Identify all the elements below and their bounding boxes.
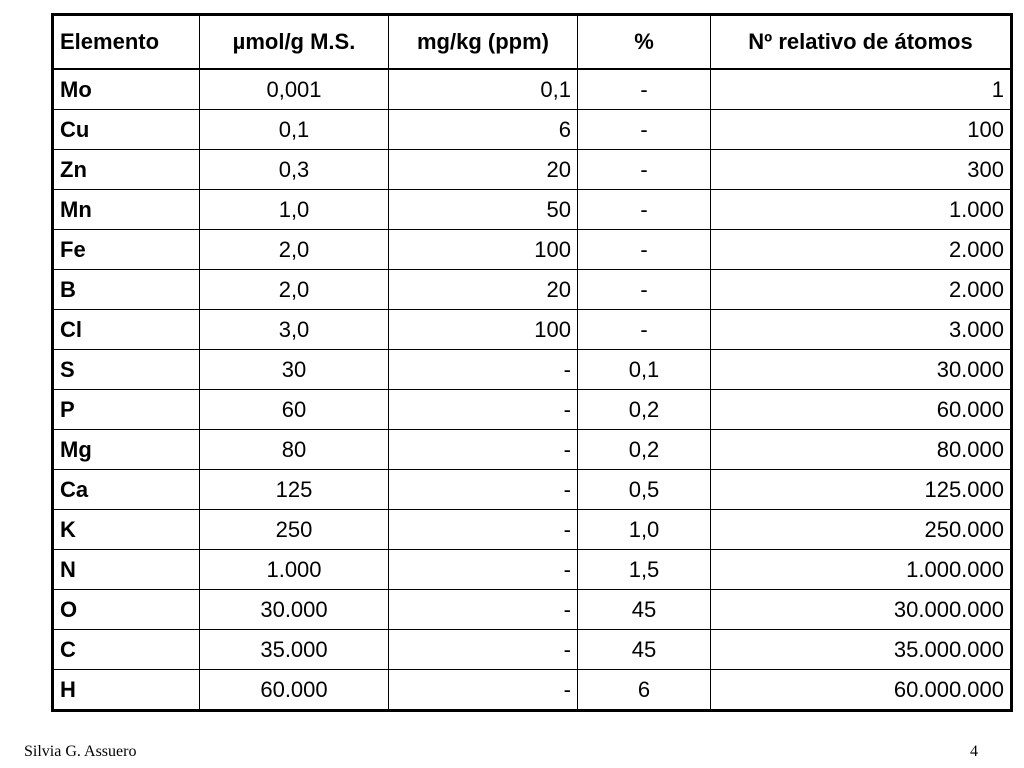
cell-atoms: 3.000 xyxy=(711,310,1012,350)
cell-percent: 0,2 xyxy=(578,390,711,430)
cell-percent: 1,5 xyxy=(578,550,711,590)
cell-element: S xyxy=(53,350,200,390)
cell-mgkg: - xyxy=(389,390,578,430)
cell-percent: 0,1 xyxy=(578,350,711,390)
cell-percent: 6 xyxy=(578,670,711,711)
cell-element: Mo xyxy=(53,69,200,110)
table-row xyxy=(53,470,1012,510)
cell-atoms: 125.000 xyxy=(711,470,1012,510)
table-row xyxy=(53,510,1012,550)
cell-element: O xyxy=(53,590,200,630)
header-row xyxy=(53,15,1012,70)
table-row xyxy=(53,230,1012,270)
cell-atoms: 60.000.000 xyxy=(711,670,1012,711)
header-elemento: Elemento xyxy=(53,15,200,70)
cell-umol: 0,1 xyxy=(200,110,389,150)
header-percent: % xyxy=(578,15,711,70)
cell-element: Cl xyxy=(53,310,200,350)
cell-mgkg: - xyxy=(389,630,578,670)
cell-percent: - xyxy=(578,310,711,350)
cell-mgkg: - xyxy=(389,430,578,470)
cell-percent: - xyxy=(578,150,711,190)
cell-percent: - xyxy=(578,69,711,110)
cell-percent: 0,2 xyxy=(578,430,711,470)
cell-atoms: 35.000.000 xyxy=(711,630,1012,670)
cell-umol: 1,0 xyxy=(200,190,389,230)
cell-umol: 60.000 xyxy=(200,670,389,711)
cell-element: H xyxy=(53,670,200,711)
table-row xyxy=(53,590,1012,630)
footer-page-number: 4 xyxy=(970,743,978,760)
cell-mgkg: 6 xyxy=(389,110,578,150)
table-row xyxy=(53,110,1012,150)
cell-atoms: 2.000 xyxy=(711,270,1012,310)
table-row xyxy=(53,310,1012,350)
table-row xyxy=(53,630,1012,670)
cell-mgkg: - xyxy=(389,510,578,550)
cell-mgkg: 100 xyxy=(389,310,578,350)
cell-mgkg: - xyxy=(389,470,578,510)
cell-percent: - xyxy=(578,230,711,270)
cell-percent: 1,0 xyxy=(578,510,711,550)
cell-atoms: 100 xyxy=(711,110,1012,150)
cell-percent: - xyxy=(578,270,711,310)
table-row xyxy=(53,550,1012,590)
cell-atoms: 1.000 xyxy=(711,190,1012,230)
cell-mgkg: - xyxy=(389,550,578,590)
cell-umol: 80 xyxy=(200,430,389,470)
cell-element: Zn xyxy=(53,150,200,190)
cell-umol: 0,001 xyxy=(200,69,389,110)
header-umol: µmol/g M.S. xyxy=(200,15,389,70)
cell-element: Ca xyxy=(53,470,200,510)
cell-percent: 45 xyxy=(578,630,711,670)
cell-mgkg: - xyxy=(389,350,578,390)
table-row xyxy=(53,69,1012,110)
cell-element: B xyxy=(53,270,200,310)
table-body xyxy=(53,69,1012,711)
cell-umol: 0,3 xyxy=(200,150,389,190)
header-mgkg: mg/kg (ppm) xyxy=(389,15,578,70)
header-atoms: Nº relativo de átomos xyxy=(711,15,1012,70)
cell-umol: 250 xyxy=(200,510,389,550)
table-row xyxy=(53,190,1012,230)
table-header xyxy=(53,15,1012,70)
cell-element: P xyxy=(53,390,200,430)
cell-element: Fe xyxy=(53,230,200,270)
cell-atoms: 30.000.000 xyxy=(711,590,1012,630)
cell-umol: 125 xyxy=(200,470,389,510)
cell-percent: - xyxy=(578,190,711,230)
cell-percent: - xyxy=(578,110,711,150)
cell-element: K xyxy=(53,510,200,550)
cell-atoms: 60.000 xyxy=(711,390,1012,430)
cell-umol: 1.000 xyxy=(200,550,389,590)
cell-element: C xyxy=(53,630,200,670)
table-row xyxy=(53,430,1012,470)
cell-umol: 30 xyxy=(200,350,389,390)
cell-umol: 3,0 xyxy=(200,310,389,350)
cell-percent: 0,5 xyxy=(578,470,711,510)
cell-element: Cu xyxy=(53,110,200,150)
cell-percent: 45 xyxy=(578,590,711,630)
cell-umol: 2,0 xyxy=(200,270,389,310)
cell-mgkg: - xyxy=(389,590,578,630)
nutrient-table xyxy=(51,13,1013,712)
cell-atoms: 250.000 xyxy=(711,510,1012,550)
cell-atoms: 1.000.000 xyxy=(711,550,1012,590)
cell-element: Mn xyxy=(53,190,200,230)
cell-mgkg: 20 xyxy=(389,150,578,190)
table-row xyxy=(53,350,1012,390)
table-row xyxy=(53,670,1012,711)
cell-atoms: 2.000 xyxy=(711,230,1012,270)
cell-mgkg: 100 xyxy=(389,230,578,270)
cell-umol: 30.000 xyxy=(200,590,389,630)
cell-element: N xyxy=(53,550,200,590)
cell-atoms: 80.000 xyxy=(711,430,1012,470)
footer-author: Silvia G. Assuero xyxy=(24,743,137,760)
table-row xyxy=(53,150,1012,190)
cell-mgkg: - xyxy=(389,670,578,711)
table-row xyxy=(53,270,1012,310)
table-row xyxy=(53,390,1012,430)
cell-atoms: 30.000 xyxy=(711,350,1012,390)
cell-umol: 60 xyxy=(200,390,389,430)
cell-mgkg: 50 xyxy=(389,190,578,230)
cell-umol: 2,0 xyxy=(200,230,389,270)
cell-mgkg: 20 xyxy=(389,270,578,310)
cell-atoms: 300 xyxy=(711,150,1012,190)
cell-element: Mg xyxy=(53,430,200,470)
cell-atoms: 1 xyxy=(711,69,1012,110)
cell-mgkg: 0,1 xyxy=(389,69,578,110)
cell-umol: 35.000 xyxy=(200,630,389,670)
